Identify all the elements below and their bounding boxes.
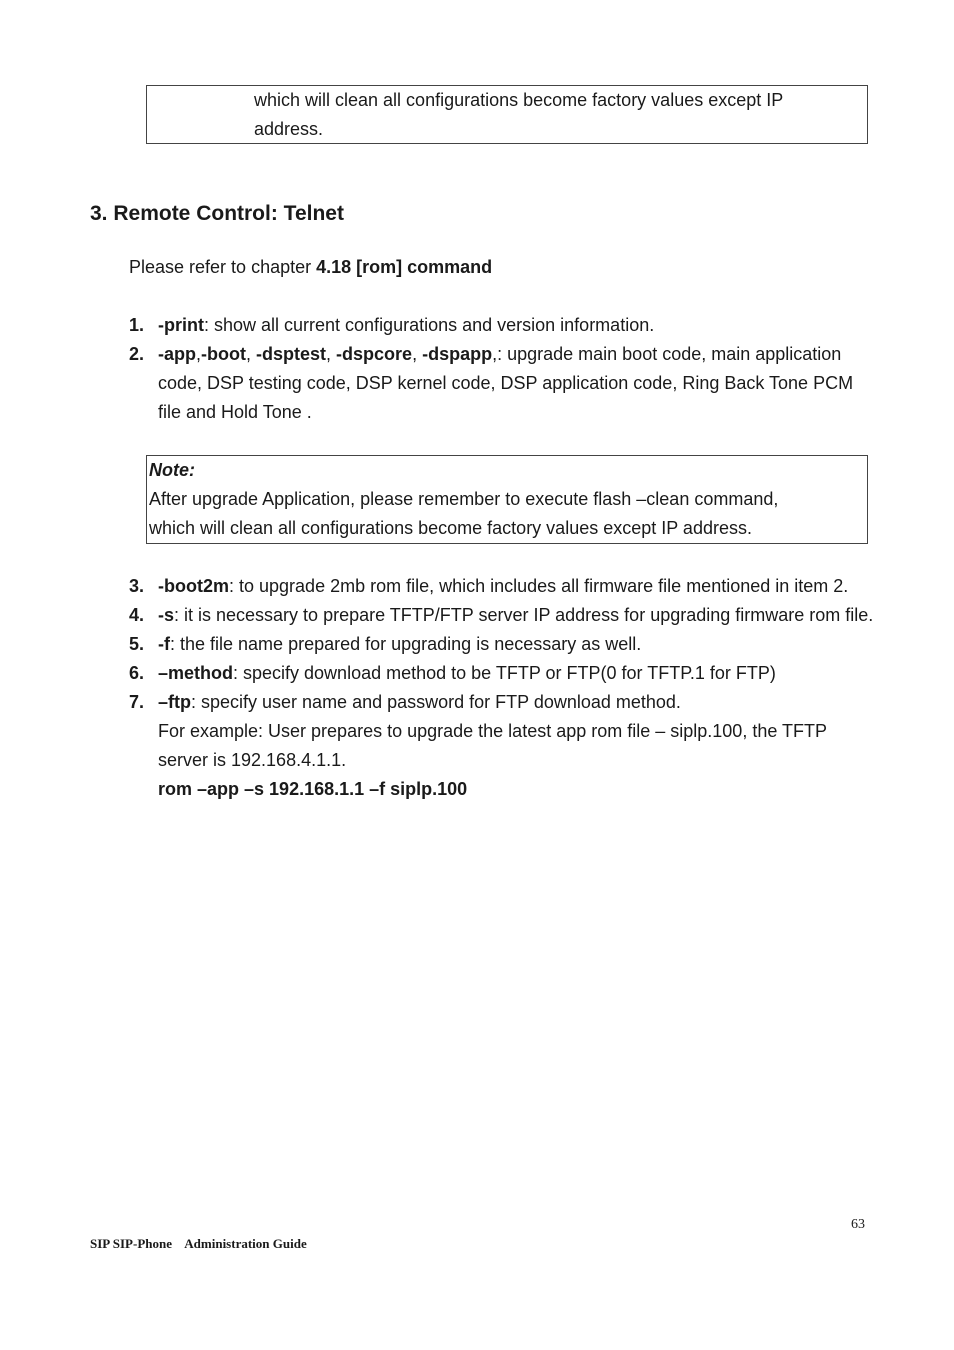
list-item — [129, 340, 874, 427]
list-item — [129, 572, 874, 601]
note-continuation-text: which will clean all configurations become factory values except IP address. — [254, 90, 783, 139]
list-item — [129, 601, 874, 630]
item-number: 4. — [129, 605, 145, 625]
item-number: 3. — [129, 576, 145, 596]
option-name: -dspcore — [336, 344, 413, 364]
section-heading: 3. Remote Control: Telnet — [90, 202, 344, 225]
option-description: : the file name prepared for upgrading is necessary as well. — [170, 634, 642, 654]
footer-guide-title: SIP SIP-Phone Administration Guide — [90, 1236, 307, 1251]
note-line: After upgrade Application, please remember to execute flash –clean command, — [149, 489, 779, 509]
intro-paragraph — [129, 253, 492, 282]
separator: , — [412, 344, 423, 364]
list-item — [129, 659, 874, 688]
page-number: 63 — [851, 1217, 865, 1232]
note-continuation-box — [146, 85, 868, 144]
intro-prefix: Please refer to chapter — [129, 257, 317, 277]
option-description: : specify user name and password for FTP download method. — [191, 692, 681, 712]
separator: , — [246, 344, 257, 364]
option-description: ,: upgrade main boot code, main application code, DSP testing code, DSP kernel code, DSP application code, Ring Back Tone PCM file and Hold Tone . — [158, 344, 854, 422]
item-number: 7. — [129, 692, 145, 712]
option-name: -boot2m — [158, 576, 229, 596]
option-description: : specify download method to be TFTP or FTP(0 for TFTP.1 for FTP) — [233, 663, 776, 683]
option-name: -boot — [201, 344, 246, 364]
separator: , — [196, 344, 202, 364]
option-name: -f — [158, 634, 170, 654]
chapter-reference: 4.18 [rom] command — [316, 257, 493, 277]
example-text: For example: User prepares to upgrade the latest app rom file – siplp.100, the TFTP server is 192.168.4.1.1. — [158, 721, 827, 770]
note-box — [146, 455, 868, 544]
example-command: rom –app –s 192.168.1.1 –f siplp.100 — [158, 779, 468, 799]
option-name: –method — [158, 663, 234, 683]
option-description: : to upgrade 2mb rom file, which includes all firmware file mentioned in item 2. — [229, 576, 849, 596]
note-title: Note: — [149, 460, 195, 480]
option-name: -s — [158, 605, 175, 625]
option-name: -dspapp — [422, 344, 493, 364]
list-item — [129, 688, 874, 804]
option-description: : show all current configurations and version information. — [203, 315, 655, 335]
option-name: -dsptest — [256, 344, 327, 364]
list-item — [129, 311, 874, 340]
note-line: which will clean all configurations become factory values except IP address. — [149, 518, 752, 538]
option-description: : it is necessary to prepare TFTP/FTP server IP address for upgrading firmware rom file. — [174, 605, 874, 625]
option-name: –ftp — [158, 692, 191, 712]
item-number: 6. — [129, 663, 145, 683]
option-list-first — [129, 311, 874, 427]
item-number: 1. — [129, 315, 145, 335]
option-name: -app — [158, 344, 196, 364]
option-list-second — [129, 572, 874, 804]
option-name: -print — [158, 315, 204, 335]
item-number: 2. — [129, 344, 145, 364]
list-item — [129, 630, 874, 659]
separator: , — [326, 344, 337, 364]
item-number: 5. — [129, 634, 145, 654]
